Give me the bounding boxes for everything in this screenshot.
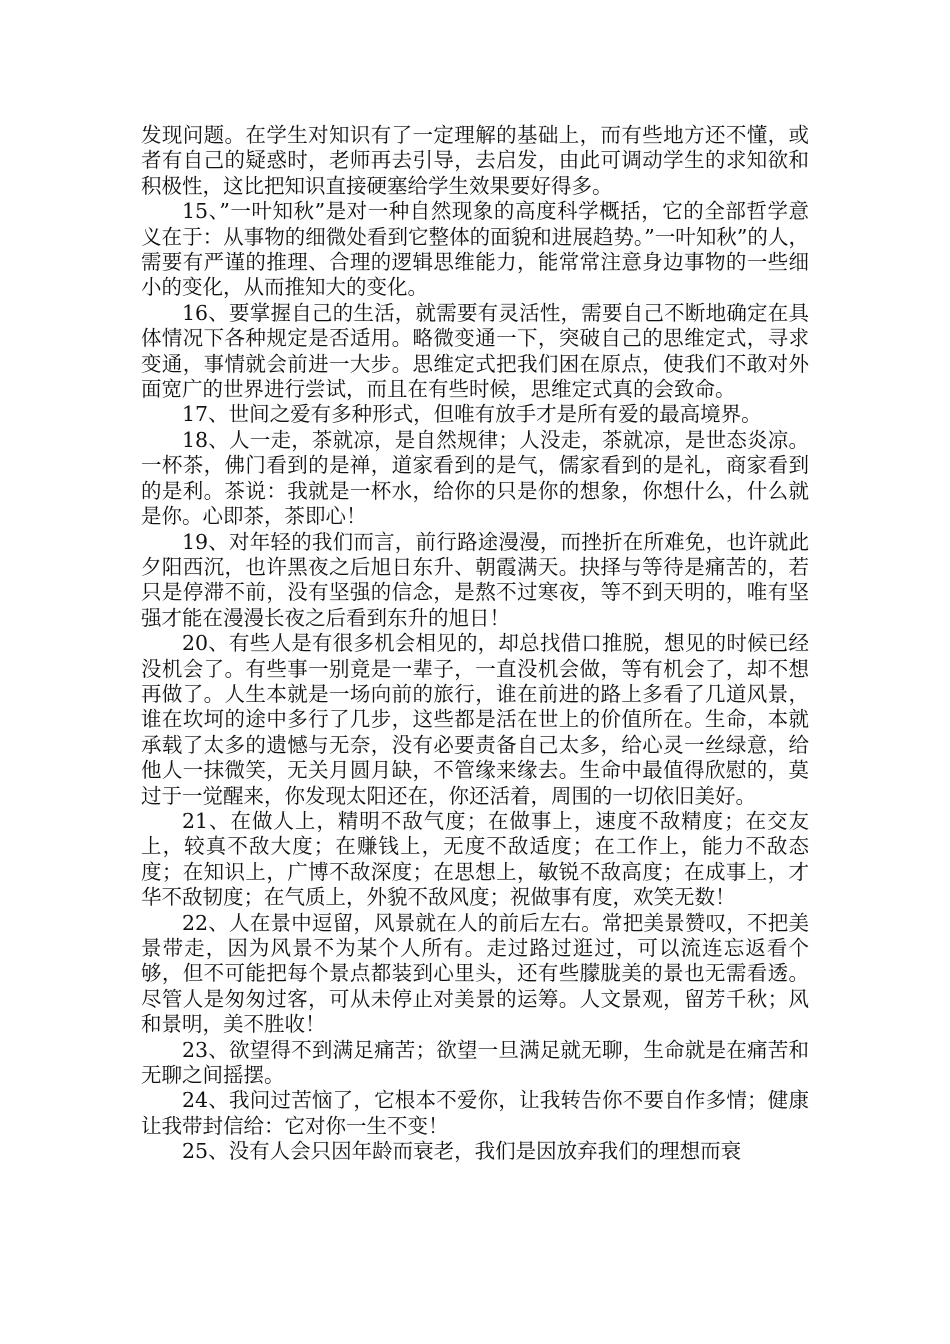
paragraph-15: 15、”一叶知秋”是对一种自然现象的高度科学概括，它的全部哲学意义在于：从事物的细微处看到它整体的面貌和进展趋势。”一叶知秋”的人，需要有严谨的推理、合理的逻辑思维能力，能常常注意身边事物的一些细小的变化，从而推知大的变化。 <box>141 199 809 300</box>
paragraph-18: 18、人一走，茶就凉，是自然规律；人没走，茶就凉，是世态炎凉。一杯茶，佛门看到的是禅，道家看到的是气，儒家看到的是礼，商家看到的是利。茶说：我就是一杯水，给你的只是你的想象，你想什么，什么就是你。心即茶，茶即心！ <box>141 427 809 529</box>
paragraph-21: 21、在做人上，精明不敌气度；在做事上，速度不敌精度；在交友上，较真不敌大度；在赚钱上，无度不敌适度；在工作上，能力不敌态度；在知识上，广博不敌深度；在思想上，敏锐不敌高度；在成事上，才华不敌韧度；在气质上，外貌不敌风度；祝做事有度，欢笑无数！ <box>141 808 809 910</box>
paragraph-17: 17、世间之爱有多种形式，但唯有放手才是所有爱的最高境界。 <box>182 402 762 427</box>
paragraph-20: 20、有些人是有很多机会相见的，却总找借口推脱，想见的时候已经没机会了。有些事一别竟是一辈子，一直没机会做，等有机会了，却不想再做了。人生本就是一场向前的旅行，谁在前进的路上多看了几道风景，谁在坎坷的途中多行了几步，这些都是活在世上的价值所在。生命，本就承载了太多的遗憾与无奈，没有必要责备自己太多，给心灵一丝绿意，给他人一抹微笑，无关月圆月缺，不管缘来缘去。生命中最值得欣慰的，莫过于一觉醒来，你发现太阳还在，你还活着，周围的一切依旧美好。 <box>141 631 809 808</box>
document-body <box>141 123 809 1165</box>
paragraph-19: 19、对年轻的我们而言，前行路途漫漫，而挫折在所难免，也许就此夕阳西沉，也许黑夜之后旭日东升、朝霞满天。抉择与等待是痛苦的，若只是停滞不前，没有坚强的信念，是熬不过寒夜，等不到天明的，唯有坚强才能在漫漫长夜之后看到东升的旭日！ <box>141 529 809 630</box>
paragraph-22: 22、人在景中逗留，风景就在人的前后左右。常把美景赞叹，不把美景带走，因为风景不为某个人所有。走过路过逛过，可以流连忘返看个够，但不可能把每个景点都装到心里头，还有些朦胧美的景也无需看透。尽管人是匆匆过客，可从未停止对美景的运筹。人文景观，留芳千秋；风和景明，美不胜收！ <box>141 910 809 1037</box>
paragraph-25: 25、没有人会只因年龄而衰老，我们是因放弃我们的理想而衰 <box>182 1139 742 1164</box>
paragraph-continuation: 发现问题。在学生对知识有了一定理解的基础上，而有些地方还不懂，或者有自己的疑惑时，老师再去引导，去启发，由此可调动学生的求知欲和积极性，这比把知识直接硬塞给学生效果要好得多。 <box>141 123 809 198</box>
paragraph-24: 24、我问过苦恼了，它根本不爱你，让我转告你不要自作多情；健康让我带封信给：它对你一生不变！ <box>141 1088 809 1138</box>
paragraph-16: 16、要掌握自己的生活，就需要有灵活性，需要自己不断地确定在具体情况下各种规定是否适用。略微变通一下，突破自己的思维定式，寻求变通，事情就会前进一大步。思维定式把我们困在原点，使我们不敢对外面宽广的世界进行尝试，而且在有些时候，思维定式真的会致命。 <box>141 300 809 402</box>
paragraph-23: 23、欲望得不到满足痛苦；欲望一旦满足就无聊，生命就是在痛苦和无聊之间摇摆。 <box>141 1037 809 1088</box>
